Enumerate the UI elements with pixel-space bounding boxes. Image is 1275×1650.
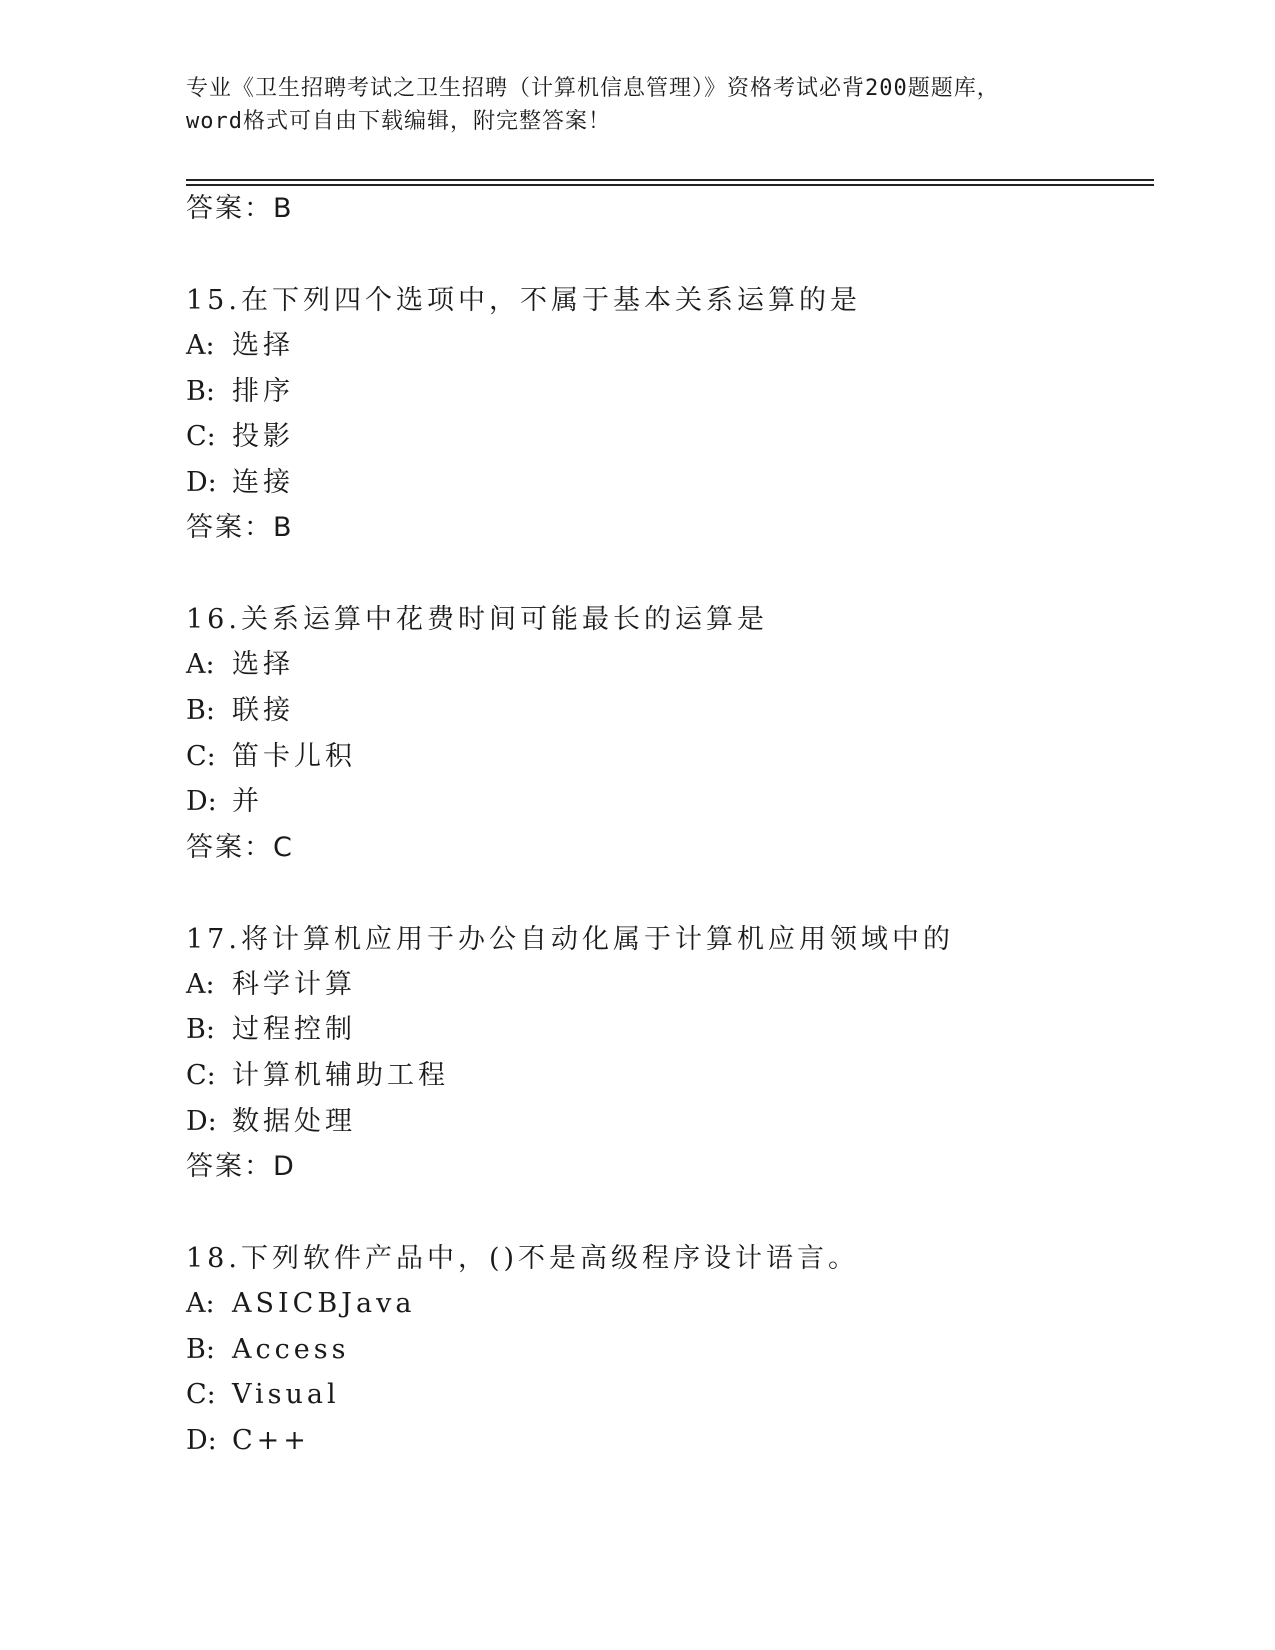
option-b: [186, 1007, 1146, 1053]
option-text: Visual: [232, 1379, 340, 1411]
option-text: 联接: [232, 694, 294, 726]
option-text: 投影: [232, 421, 294, 453]
option-letter: D:: [186, 1105, 217, 1137]
option-text: 笛卡儿积: [232, 740, 356, 772]
header-line-1: 专业《卫生招聘考试之卫生招聘（计算机信息管理）》资格考试必背200题题库，: [186, 76, 1000, 101]
option-text: C++: [232, 1424, 310, 1456]
question-title: 16.关系运算中花费时间可能最长的运算是: [186, 604, 768, 636]
option-text: 科学计算: [232, 968, 356, 1000]
option-a: [186, 1281, 1146, 1327]
option-letter: A:: [186, 968, 215, 1000]
option-d: [186, 779, 1146, 825]
option-letter: A:: [186, 330, 215, 361]
option-c: [186, 1372, 1146, 1418]
option-letter: C:: [186, 1379, 216, 1411]
option-text: Access: [232, 1333, 350, 1365]
question-title: 18.下列软件产品中，()不是高级程序设计语言。: [186, 1243, 860, 1275]
option-c: [186, 734, 1146, 780]
option-letter: B:: [186, 1333, 215, 1365]
option-d: [186, 1099, 1146, 1145]
option-a: [186, 962, 1146, 1008]
option-letter: D:: [186, 1424, 217, 1456]
option-d: [186, 460, 1146, 506]
option-text: 计算机辅助工程: [232, 1059, 449, 1091]
option-text: 数据处理: [232, 1105, 356, 1137]
header-divider-top: [186, 179, 1154, 181]
option-b: [186, 1327, 1146, 1373]
option-letter: A:: [186, 649, 215, 681]
header-line-2: word格式可自由下载编辑，附完整答案！: [186, 109, 611, 134]
option-letter: D:: [186, 466, 217, 498]
option-text: 排序: [232, 375, 294, 407]
option-letter: A:: [186, 1288, 215, 1320]
option-text: 并: [232, 786, 263, 818]
option-letter: C:: [186, 1059, 216, 1091]
question-list: [186, 186, 1146, 1464]
answer-value: B: [273, 193, 294, 224]
option-a: [186, 642, 1146, 688]
option-letter: B:: [186, 694, 215, 726]
option-letter: B:: [186, 375, 215, 407]
question-title: 15.在下列四个选项中，不属于基本关系运算的是: [186, 285, 861, 316]
option-letter: C:: [186, 421, 216, 453]
question-title: 17.将计算机应用于办公自动化属于计算机应用领域中的: [186, 923, 954, 955]
option-text: 连接: [232, 466, 294, 498]
answer-line: [186, 186, 1146, 231]
option-letter: B:: [186, 1014, 215, 1046]
document-header: [186, 72, 1106, 138]
option-c: [186, 1053, 1146, 1099]
option-text: 过程控制: [232, 1014, 356, 1046]
option-letter: D:: [186, 786, 217, 818]
option-text: 选择: [232, 330, 294, 361]
answer-line: 答案：C: [186, 831, 294, 863]
option-text: 选择: [232, 649, 294, 681]
answer-line: 答案：D: [186, 1151, 296, 1183]
option-b: [186, 688, 1146, 734]
option-c: [186, 414, 1146, 460]
option-letter: C:: [186, 740, 216, 772]
option-a: [186, 323, 1146, 369]
answer-prefix: 答案：: [186, 193, 273, 224]
answer-line: 答案：B: [186, 512, 294, 544]
option-text: ASICBJava: [232, 1288, 416, 1320]
option-d: [186, 1418, 1146, 1464]
option-b: [186, 369, 1146, 415]
